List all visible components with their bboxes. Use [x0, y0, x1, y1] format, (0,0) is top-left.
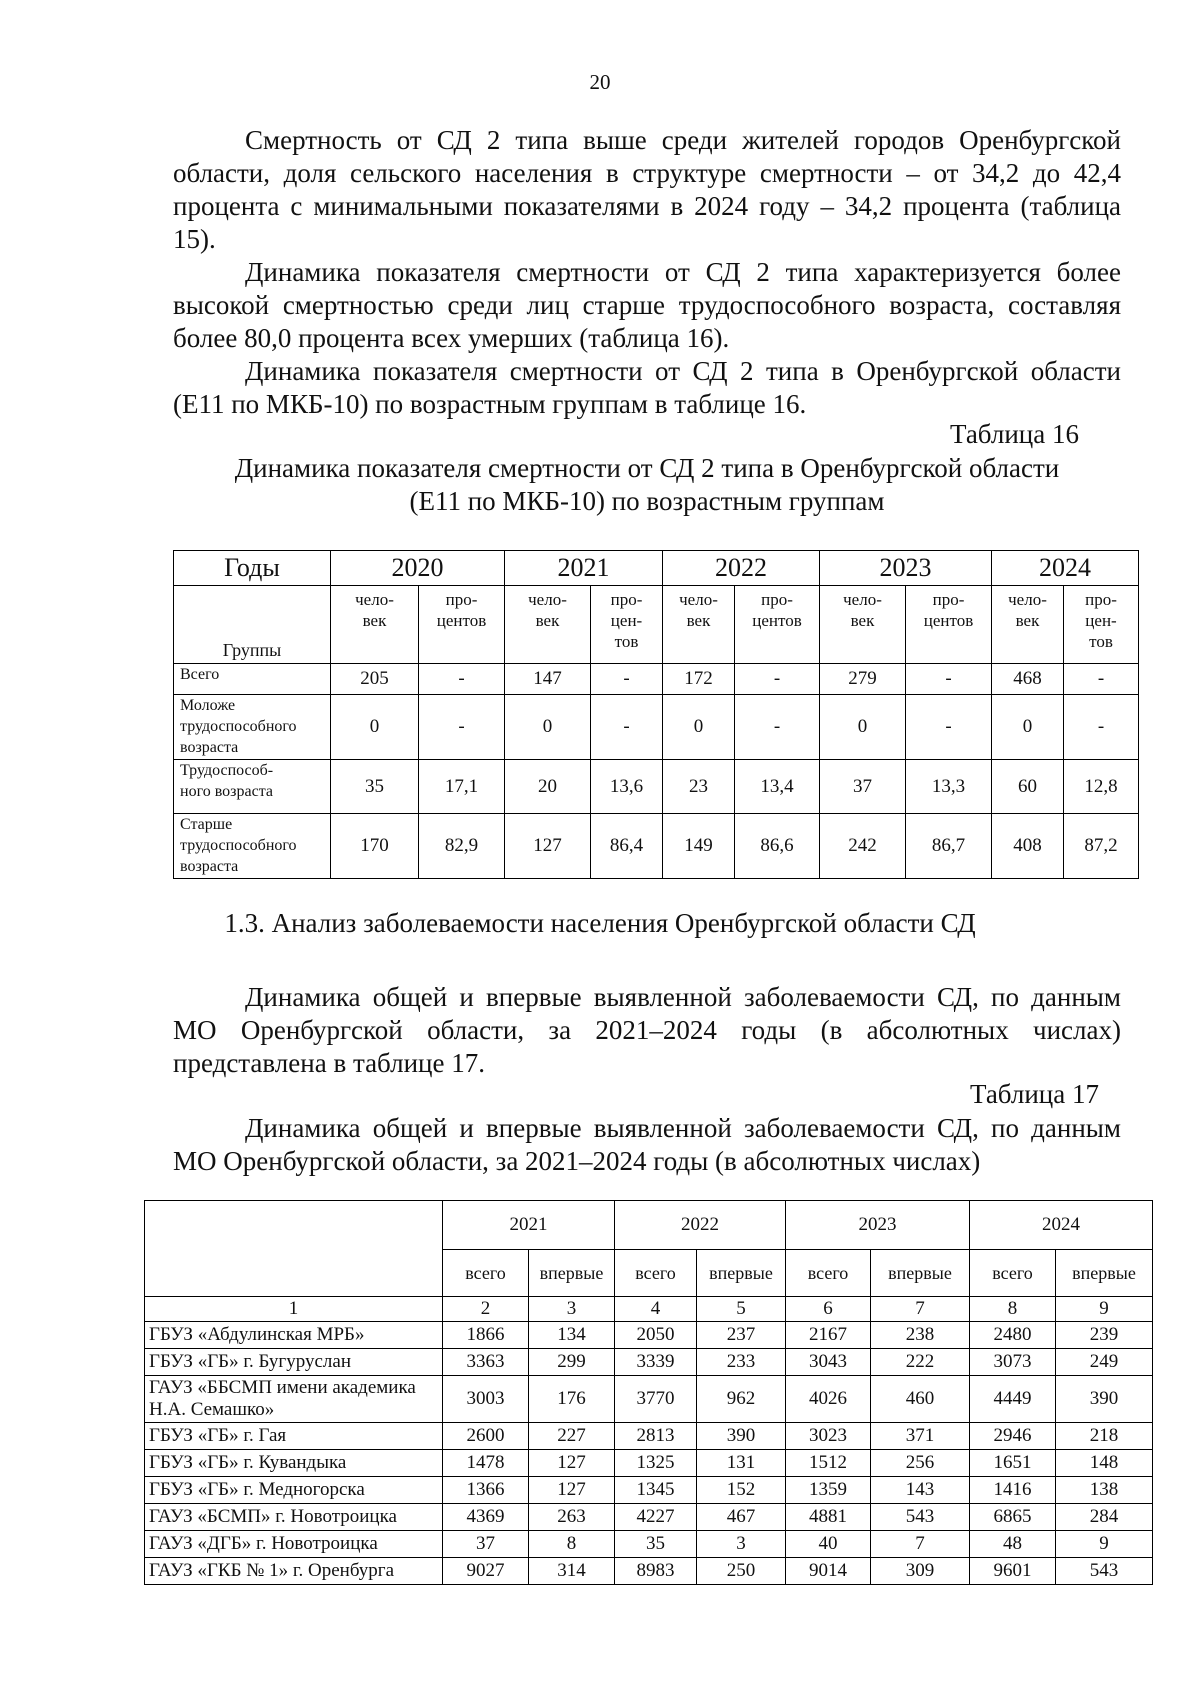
value-cell: 48 — [970, 1531, 1056, 1558]
value-cell: 1416 — [970, 1477, 1056, 1504]
value-cell: 1345 — [615, 1477, 697, 1504]
table17-title: Динамика общей и впервые выявленной заболеваемости СД, по данным МО Оренбургской области, за 2021–2024 годы (в абсолютных числах) — [173, 1113, 1121, 1176]
value-cell: 250 — [697, 1558, 786, 1585]
year-cell: 2023 — [786, 1201, 970, 1250]
value-cell: 2600 — [443, 1423, 529, 1450]
value-cell: 390 — [1056, 1376, 1153, 1423]
value-cell: 543 — [871, 1504, 970, 1531]
value-cell: 543 — [1056, 1558, 1153, 1585]
table-row — [174, 760, 1139, 814]
value-cell: 408 — [992, 814, 1064, 879]
table16-title: Динамика показателя смертности от СД 2 типа в Оренбургской области (E11 по МКБ-10) по возрастным группам — [234, 453, 1060, 516]
value-cell: 0 — [505, 695, 591, 760]
table-row — [145, 1349, 1153, 1376]
value-cell: 0 — [663, 695, 735, 760]
organization-name: ГАУЗ «ДГБ» г. Новотроицка — [145, 1531, 443, 1558]
value-cell: 2480 — [970, 1322, 1056, 1349]
value-cell: 2050 — [615, 1322, 697, 1349]
year-cell: 2022 — [615, 1201, 786, 1250]
value-cell: 87,2 — [1064, 814, 1139, 879]
unit-header-cell: про- центов — [735, 586, 820, 664]
value-cell: 2946 — [970, 1423, 1056, 1450]
organization-name: ГБУЗ «ГБ» г. Бугуруслан — [145, 1349, 443, 1376]
value-cell: 233 — [697, 1349, 786, 1376]
column-number-cell: 6 — [786, 1297, 871, 1322]
page-number: 20 — [589, 70, 611, 94]
sub-header-cell: всего — [615, 1250, 697, 1297]
column-number-cell: 5 — [697, 1297, 786, 1322]
value-cell: - — [906, 695, 992, 760]
unit-header-cell: про- центов — [419, 586, 505, 664]
value-cell: 205 — [331, 664, 419, 695]
value-cell: 13,6 — [591, 760, 663, 814]
group-label: Трудоспособ- ного возраста — [174, 760, 331, 814]
unit-header-cell: чело- век — [505, 586, 591, 664]
year-cell: 2020 — [331, 551, 505, 586]
value-cell: 152 — [697, 1477, 786, 1504]
value-cell: 12,8 — [1064, 760, 1139, 814]
column-number-cell: 9 — [1056, 1297, 1153, 1322]
table-row — [145, 1423, 1153, 1450]
table16-label: Таблица 16 — [950, 419, 1079, 449]
table16-units-row — [174, 586, 1139, 664]
table-row — [174, 695, 1139, 760]
table-row — [145, 1504, 1153, 1531]
value-cell: 60 — [992, 760, 1064, 814]
column-number-cell: 1 — [145, 1297, 443, 1322]
sub-header-cell: впервые — [697, 1250, 786, 1297]
value-cell: 3003 — [443, 1376, 529, 1423]
value-cell: 4449 — [970, 1376, 1056, 1423]
value-cell: 8983 — [615, 1558, 697, 1585]
value-cell: 4026 — [786, 1376, 871, 1423]
value-cell: 9027 — [443, 1558, 529, 1585]
value-cell: 4227 — [615, 1504, 697, 1531]
value-cell: 256 — [871, 1450, 970, 1477]
value-cell: 149 — [663, 814, 735, 879]
value-cell: 131 — [697, 1450, 786, 1477]
value-cell: 9 — [1056, 1531, 1153, 1558]
value-cell: 0 — [992, 695, 1064, 760]
years-header: Годы — [174, 551, 331, 586]
unit-header-cell: чело- век — [992, 586, 1064, 664]
value-cell: 134 — [529, 1322, 615, 1349]
value-cell: 249 — [1056, 1349, 1153, 1376]
section-heading: 1.3. Анализ заболеваемости населения Оренбургской области СД — [224, 908, 976, 938]
column-number-cell: 2 — [443, 1297, 529, 1322]
table17-label: Таблица 17 — [970, 1079, 1099, 1109]
value-cell: 3770 — [615, 1376, 697, 1423]
value-cell: 468 — [992, 664, 1064, 695]
value-cell: 2813 — [615, 1423, 697, 1450]
table-row — [174, 664, 1139, 695]
value-cell: 40 — [786, 1531, 871, 1558]
value-cell: 263 — [529, 1504, 615, 1531]
value-cell: 7 — [871, 1531, 970, 1558]
organization-name: ГБУЗ «ГБ» г. Медногорска — [145, 1477, 443, 1504]
value-cell: - — [735, 664, 820, 695]
unit-header-cell: чело- век — [331, 586, 419, 664]
unit-header-cell: про- цен- тов — [591, 586, 663, 664]
value-cell: - — [419, 664, 505, 695]
paragraph-1: Смертность от СД 2 типа выше среди жителей городов Оренбургской области, доля сельского населения в структуре смертности – от 34,2 до 42,4 процента с минимальными показателями в 2024 году – 34,2 процента (таблица 15). — [173, 125, 1121, 254]
table-row — [145, 1477, 1153, 1504]
value-cell: - — [1064, 695, 1139, 760]
organization-name: ГАУЗ «ББСМП имени академика Н.А. Семашко» — [145, 1376, 443, 1423]
sub-header-cell: всего — [443, 1250, 529, 1297]
year-cell: 2021 — [443, 1201, 615, 1250]
sub-header-cell: всего — [786, 1250, 871, 1297]
sub-header-cell: впервые — [871, 1250, 970, 1297]
value-cell: 4369 — [443, 1504, 529, 1531]
value-cell: - — [735, 695, 820, 760]
year-cell: 2023 — [820, 551, 992, 586]
incidence-table — [144, 1200, 1153, 1585]
value-cell: 279 — [820, 664, 906, 695]
table-row — [145, 1450, 1153, 1477]
table-row — [145, 1376, 1153, 1423]
organization-name: ГБУЗ «Абдулинская МРБ» — [145, 1322, 443, 1349]
value-cell: 6865 — [970, 1504, 1056, 1531]
value-cell: 4881 — [786, 1504, 871, 1531]
value-cell: 170 — [331, 814, 419, 879]
value-cell: - — [591, 664, 663, 695]
column-number-cell: 3 — [529, 1297, 615, 1322]
group-label: Моложе трудоспособного возраста — [174, 695, 331, 760]
table-row — [145, 1558, 1153, 1585]
column-number-cell: 7 — [871, 1297, 970, 1322]
value-cell: 1366 — [443, 1477, 529, 1504]
paragraph-2: Динамика показателя смертности от СД 2 типа характеризуется более высокой смертностью среди лиц старше трудоспособного возраста, составляя более 80,0 процента всех умерших (таблица 16). — [173, 257, 1121, 353]
table17-colnum-row — [145, 1297, 1153, 1322]
table16-years-row — [174, 551, 1139, 586]
value-cell: 23 — [663, 760, 735, 814]
value-cell: 2167 — [786, 1322, 871, 1349]
organization-name: ГБУЗ «ГБ» г. Кувандыка — [145, 1450, 443, 1477]
value-cell: 86,7 — [906, 814, 992, 879]
year-cell: 2024 — [970, 1201, 1153, 1250]
value-cell: 176 — [529, 1376, 615, 1423]
value-cell: - — [591, 695, 663, 760]
value-cell: 1651 — [970, 1450, 1056, 1477]
unit-header-cell: чело- век — [820, 586, 906, 664]
value-cell: 148 — [1056, 1450, 1153, 1477]
value-cell: 309 — [871, 1558, 970, 1585]
table17-years-row — [145, 1201, 1153, 1250]
value-cell: 3 — [697, 1531, 786, 1558]
value-cell: 9014 — [786, 1558, 871, 1585]
table-row — [145, 1531, 1153, 1558]
value-cell: 127 — [505, 814, 591, 879]
groups-header: Группы — [174, 586, 331, 664]
value-cell: 86,4 — [591, 814, 663, 879]
value-cell: 37 — [443, 1531, 529, 1558]
value-cell: 218 — [1056, 1423, 1153, 1450]
group-label: Всего — [174, 664, 331, 695]
year-cell: 2024 — [992, 551, 1139, 586]
value-cell: 3023 — [786, 1423, 871, 1450]
paragraph-4: Динамика общей и впервые выявленной заболеваемости СД, по данным МО Оренбургской области, за 2021–2024 годы (в абсолютных числах) представлена в таблице 17. — [173, 982, 1121, 1078]
value-cell: 3073 — [970, 1349, 1056, 1376]
organization-name: ГАУЗ «ГКБ № 1» г. Оренбурга — [145, 1558, 443, 1585]
value-cell: 17,1 — [419, 760, 505, 814]
value-cell: 172 — [663, 664, 735, 695]
value-cell: - — [1064, 664, 1139, 695]
value-cell: 460 — [871, 1376, 970, 1423]
value-cell: 299 — [529, 1349, 615, 1376]
value-cell: 9601 — [970, 1558, 1056, 1585]
year-cell: 2021 — [505, 551, 663, 586]
organization-name: ГБУЗ «ГБ» г. Гая — [145, 1423, 443, 1450]
value-cell: 35 — [331, 760, 419, 814]
value-cell: 143 — [871, 1477, 970, 1504]
mortality-age-table — [173, 550, 1139, 879]
value-cell: 86,6 — [735, 814, 820, 879]
value-cell: 1359 — [786, 1477, 871, 1504]
value-cell: - — [906, 664, 992, 695]
value-cell: 127 — [529, 1450, 615, 1477]
value-cell: 1478 — [443, 1450, 529, 1477]
unit-header-cell: про- центов — [906, 586, 992, 664]
value-cell: 3043 — [786, 1349, 871, 1376]
organization-name: ГАУЗ «БСМП» г. Новотроицка — [145, 1504, 443, 1531]
value-cell: 127 — [529, 1477, 615, 1504]
value-cell: 237 — [697, 1322, 786, 1349]
unit-header-cell: чело- век — [663, 586, 735, 664]
value-cell: 37 — [820, 760, 906, 814]
year-cell: 2022 — [663, 551, 820, 586]
paragraph-3: Динамика показателя смертности от СД 2 типа в Оренбургской области (E11 по МКБ-10) по возрастным группам в таблице 16. — [173, 356, 1121, 419]
sub-header-cell: всего — [970, 1250, 1056, 1297]
value-cell: 3363 — [443, 1349, 529, 1376]
value-cell: 147 — [505, 664, 591, 695]
value-cell: 390 — [697, 1423, 786, 1450]
value-cell: 371 — [871, 1423, 970, 1450]
value-cell: 284 — [1056, 1504, 1153, 1531]
unit-header-cell: про- цен- тов — [1064, 586, 1139, 664]
value-cell: 35 — [615, 1531, 697, 1558]
value-cell: 3339 — [615, 1349, 697, 1376]
value-cell: 222 — [871, 1349, 970, 1376]
value-cell: 238 — [871, 1322, 970, 1349]
value-cell: 138 — [1056, 1477, 1153, 1504]
value-cell: 0 — [331, 695, 419, 760]
value-cell: 13,4 — [735, 760, 820, 814]
value-cell: 20 — [505, 760, 591, 814]
value-cell: 13,3 — [906, 760, 992, 814]
value-cell: 242 — [820, 814, 906, 879]
table-row — [174, 814, 1139, 879]
sub-header-cell: впервые — [529, 1250, 615, 1297]
blank-header-cell — [145, 1201, 443, 1297]
column-number-cell: 4 — [615, 1297, 697, 1322]
value-cell: 467 — [697, 1504, 786, 1531]
column-number-cell: 8 — [970, 1297, 1056, 1322]
value-cell: 1512 — [786, 1450, 871, 1477]
group-label: Старше трудоспособного возраста — [174, 814, 331, 879]
value-cell: 962 — [697, 1376, 786, 1423]
value-cell: - — [419, 695, 505, 760]
value-cell: 82,9 — [419, 814, 505, 879]
value-cell: 0 — [820, 695, 906, 760]
value-cell: 314 — [529, 1558, 615, 1585]
value-cell: 1325 — [615, 1450, 697, 1477]
sub-header-cell: впервые — [1056, 1250, 1153, 1297]
value-cell: 239 — [1056, 1322, 1153, 1349]
value-cell: 8 — [529, 1531, 615, 1558]
table-row — [145, 1322, 1153, 1349]
value-cell: 1866 — [443, 1322, 529, 1349]
value-cell: 227 — [529, 1423, 615, 1450]
